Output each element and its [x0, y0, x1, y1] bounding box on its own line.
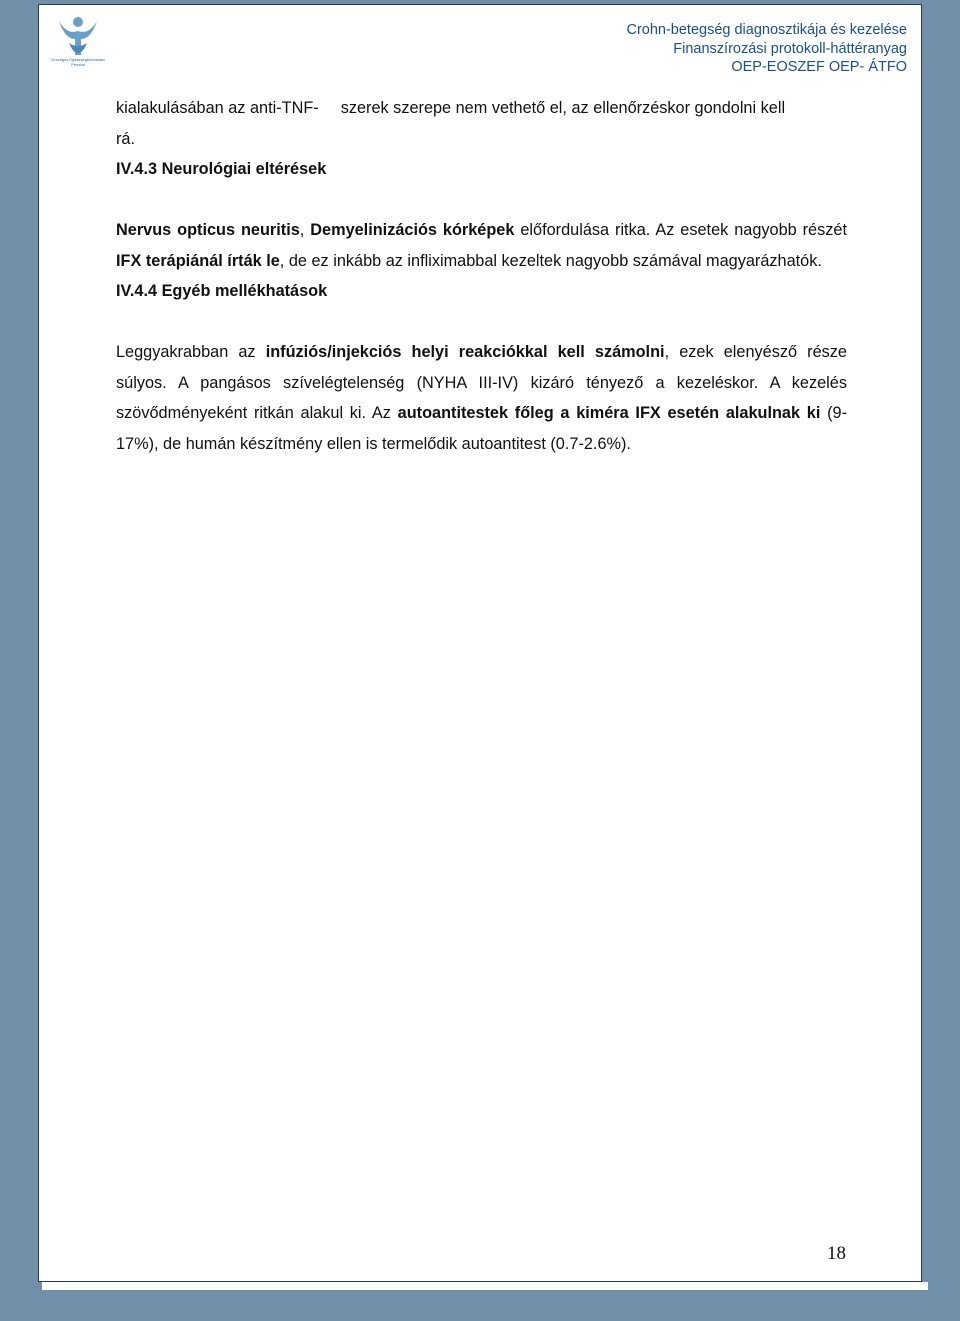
page-number: 18	[827, 1243, 846, 1264]
oep-logo-icon	[45, 13, 111, 73]
paragraph-side-effects	[116, 337, 847, 459]
paragraph-intro-end: rá.	[116, 129, 136, 148]
text: , ezek elenyésző része súlyos. A pangásos szívelégtelenség (NYHA III-IV) kizáró tényező a kezeléskor. A kezelés szövődményeként ritkán alakul ki. Az	[116, 343, 847, 422]
document-header	[626, 21, 907, 77]
text: (9-17%), de humán készítmény ellen is termelődik autoantitest (0.7-2.6%).	[116, 404, 847, 453]
document-page	[38, 4, 922, 1282]
paragraph-intro-part1: kialakulásában az anti-TNF-	[116, 99, 319, 117]
header-subtitle: Finanszírozási protokoll-háttéranyag	[673, 40, 907, 57]
document-body	[116, 93, 847, 459]
bold-text: Nervus opticus neuritis	[116, 221, 300, 239]
section-heading-other-side-effects: IV.4.4 Egyéb mellékhatások	[116, 282, 328, 300]
text: ,	[299, 221, 311, 239]
paragraph-intro	[116, 93, 847, 124]
paragraph-neurology	[116, 215, 847, 276]
section-heading-neurology: IV.4.3 Neurológiai eltérések	[116, 160, 327, 178]
header-title: Crohn-betegség diagnosztikája és kezelése	[626, 22, 907, 38]
page-shadow	[42, 1282, 928, 1290]
bold-text: autoantitestek főleg a kiméra IFX esetén alakulnak ki	[397, 404, 821, 422]
header-org: OEP-EOSZEF OEP- ÁTFO	[731, 59, 907, 75]
logo-caption: Országos Egészségbiztosítási Pénztár	[51, 57, 105, 67]
bold-text: Demyelinizációs kórképek	[310, 221, 515, 239]
text: előfordulása ritka. Az esetek nagyobb részét	[514, 221, 847, 239]
text: Leggyakrabban az	[116, 343, 266, 361]
paragraph-intro-part2: szerek szerepe nem vethető el, az ellenőrzéskor gondolni kell	[340, 99, 786, 117]
text: , de ez inkább az infliximabbal kezeltek nagyobb számával magyarázhatók.	[279, 251, 822, 270]
bold-text: IFX terápiánál írták le	[116, 251, 280, 270]
bold-text: infúziós/injekciós helyi reakciókkal kell számolni	[265, 343, 665, 361]
